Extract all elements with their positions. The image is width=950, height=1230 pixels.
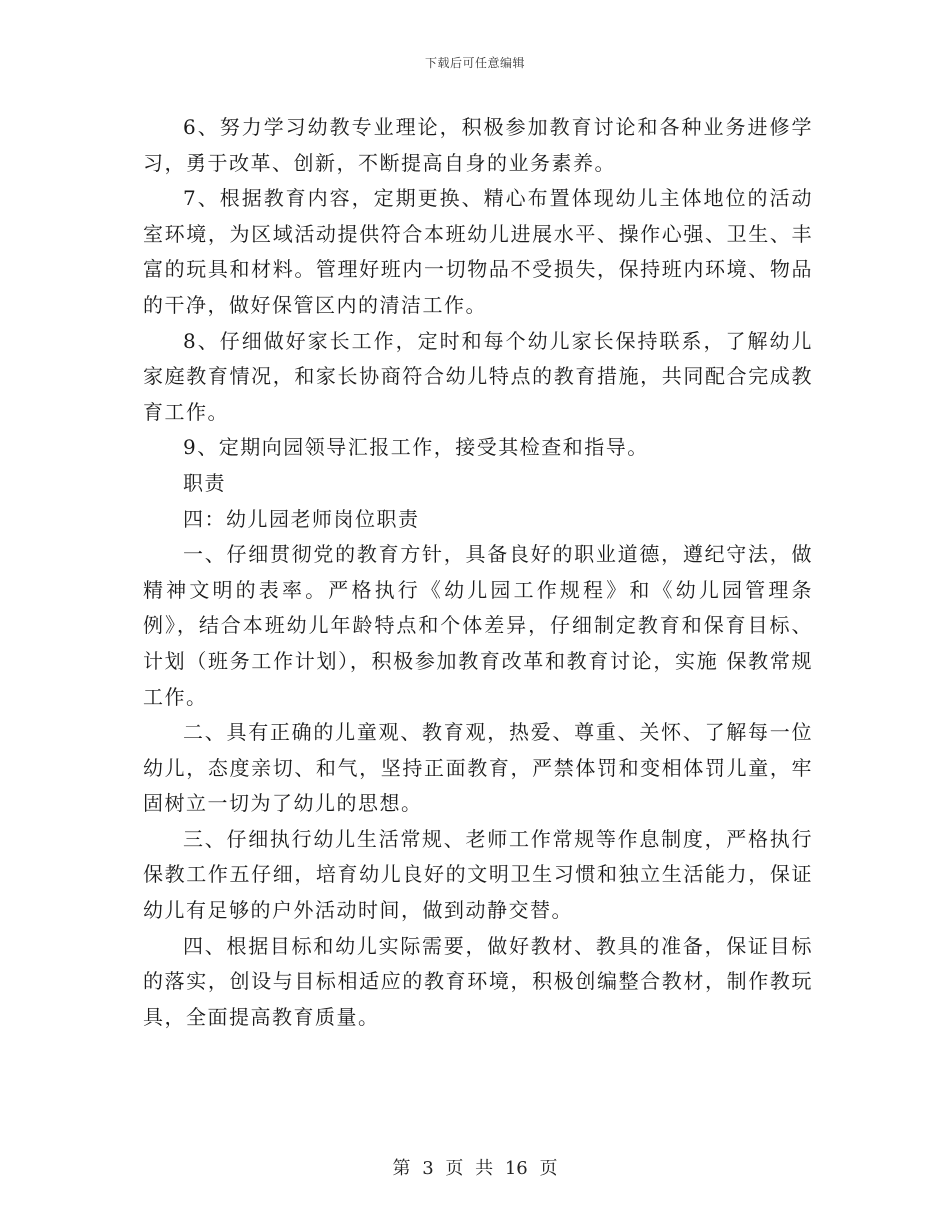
paragraph-item-8: 8、仔细做好家长工作，定时和每个幼儿家长保持联系，了解幼儿家庭教育情况，和家长协商符合幼儿特点的教育措施，共同配合完成教育工作。 — [143, 328, 813, 424]
header-note: 下载后可任意编辑 — [424, 56, 525, 70]
paragraph-item-9: 9、定期向园领导汇报工作，接受其检查和指导。 — [183, 435, 649, 460]
section-heading: 四：幼儿园老师岗位职责 — [183, 506, 420, 531]
duty-item-1: 一、仔细贯彻党的教育方针，具备良好的职业道德，遵纪守法，做精神文明的表率。严格执行《幼儿园工作规程》和《幼儿园管理条例》，结合本班幼儿年龄特点和个体差异，仔细制定教育和保育目标、计划（班务工作计划），积极参加教育改革和教育讨论，实施 保教常规 工作。 — [143, 542, 813, 709]
page-number: 第 3 页 共 16 页 — [392, 1158, 558, 1179]
duty-item-3: 三、仔细执行幼儿生活常规、老师工作常规等作息制度，严格执行保教工作五仔细，培育幼儿良好的文明卫生习惯和独立生活能力，保证幼儿有足够的户外活动时间，做到动静交替。 — [143, 826, 813, 923]
section-label: 职责 — [183, 470, 226, 495]
duty-item-2: 二、具有正确的儿童观、教育观，热爱、尊重、关怀、了解每一位幼儿，态度亲切、和气，坚持正面教育，严禁体罚和变相体罚儿童，牢固树立一切为了幼儿的思想。 — [143, 720, 813, 816]
paragraph-item-6: 6、努力学习幼教专业理论，积极参加教育讨论和各种业务进修学习，勇于改革、创新，不断提高自身的业务素养。 — [143, 115, 813, 175]
document-body — [143, 110, 813, 1035]
duty-item-4: 四、根据目标和幼儿实际需要，做好教材、教具的准备，保证目标的落实，创设与目标相适应的教育环境，积极创编整合教材，制作教玩具，全面提高教育质量。 — [143, 933, 813, 1029]
paragraph-item-7: 7、根据教育内容，定期更换、精心布置体现幼儿主体地位的活动室环境，为区域活动提供符合本班幼儿进展水平、操作心强、卫生、丰富的玩具和材料。管理好班内一切物品不受损失，保持班内环境、物品的干净，做好保管区内的清洁工作。 — [143, 186, 813, 317]
